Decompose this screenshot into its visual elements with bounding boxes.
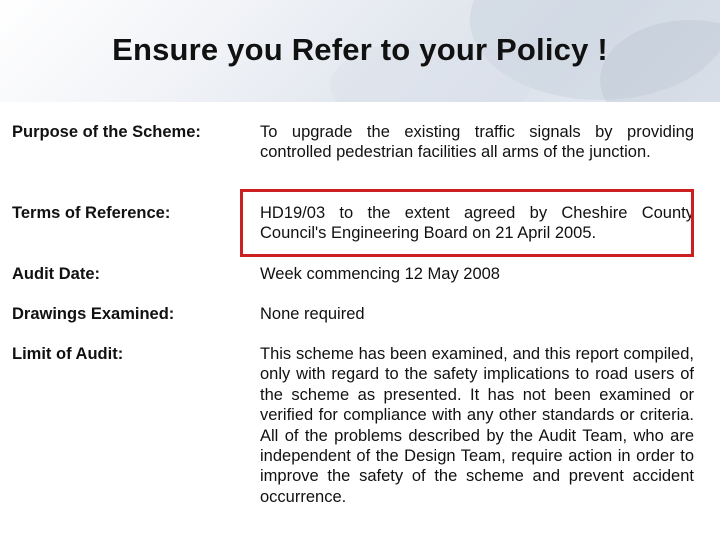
terms-label: Terms of Reference: xyxy=(12,204,171,222)
audit-date-label: Audit Date: xyxy=(12,265,100,283)
purpose-value: To upgrade the existing traffic signals by providing controlled pedestrian facilities all arms of the junction. xyxy=(260,123,694,162)
audit-date-value: Week commencing 12 May 2008 xyxy=(260,265,500,283)
audit-document xyxy=(0,102,720,540)
limit-label: Limit of Audit: xyxy=(12,345,124,363)
drawings-value: None required xyxy=(260,305,365,323)
slide-title: Ensure you Refer to your Policy ! xyxy=(112,32,608,67)
terms-value: HD19/03 to the extent agreed by Cheshire County Council's Engineering Board on 21 April 2005. xyxy=(260,204,694,243)
drawings-label: Drawings Examined: xyxy=(12,305,175,323)
limit-value: This scheme has been examined, and this report compiled, only with regard to the safety implications to road users of the scheme as presented. It has not been examined or verified for compliance with any other standards or criteria. All of the problems described by the Audit Team, who are independent of the Design Team, require action in order to improve the safety of the scheme and prevent accident occurrence. xyxy=(260,345,694,506)
slide-header xyxy=(0,0,720,102)
highlight-box xyxy=(240,189,694,257)
purpose-label: Purpose of the Scheme: xyxy=(12,123,201,141)
